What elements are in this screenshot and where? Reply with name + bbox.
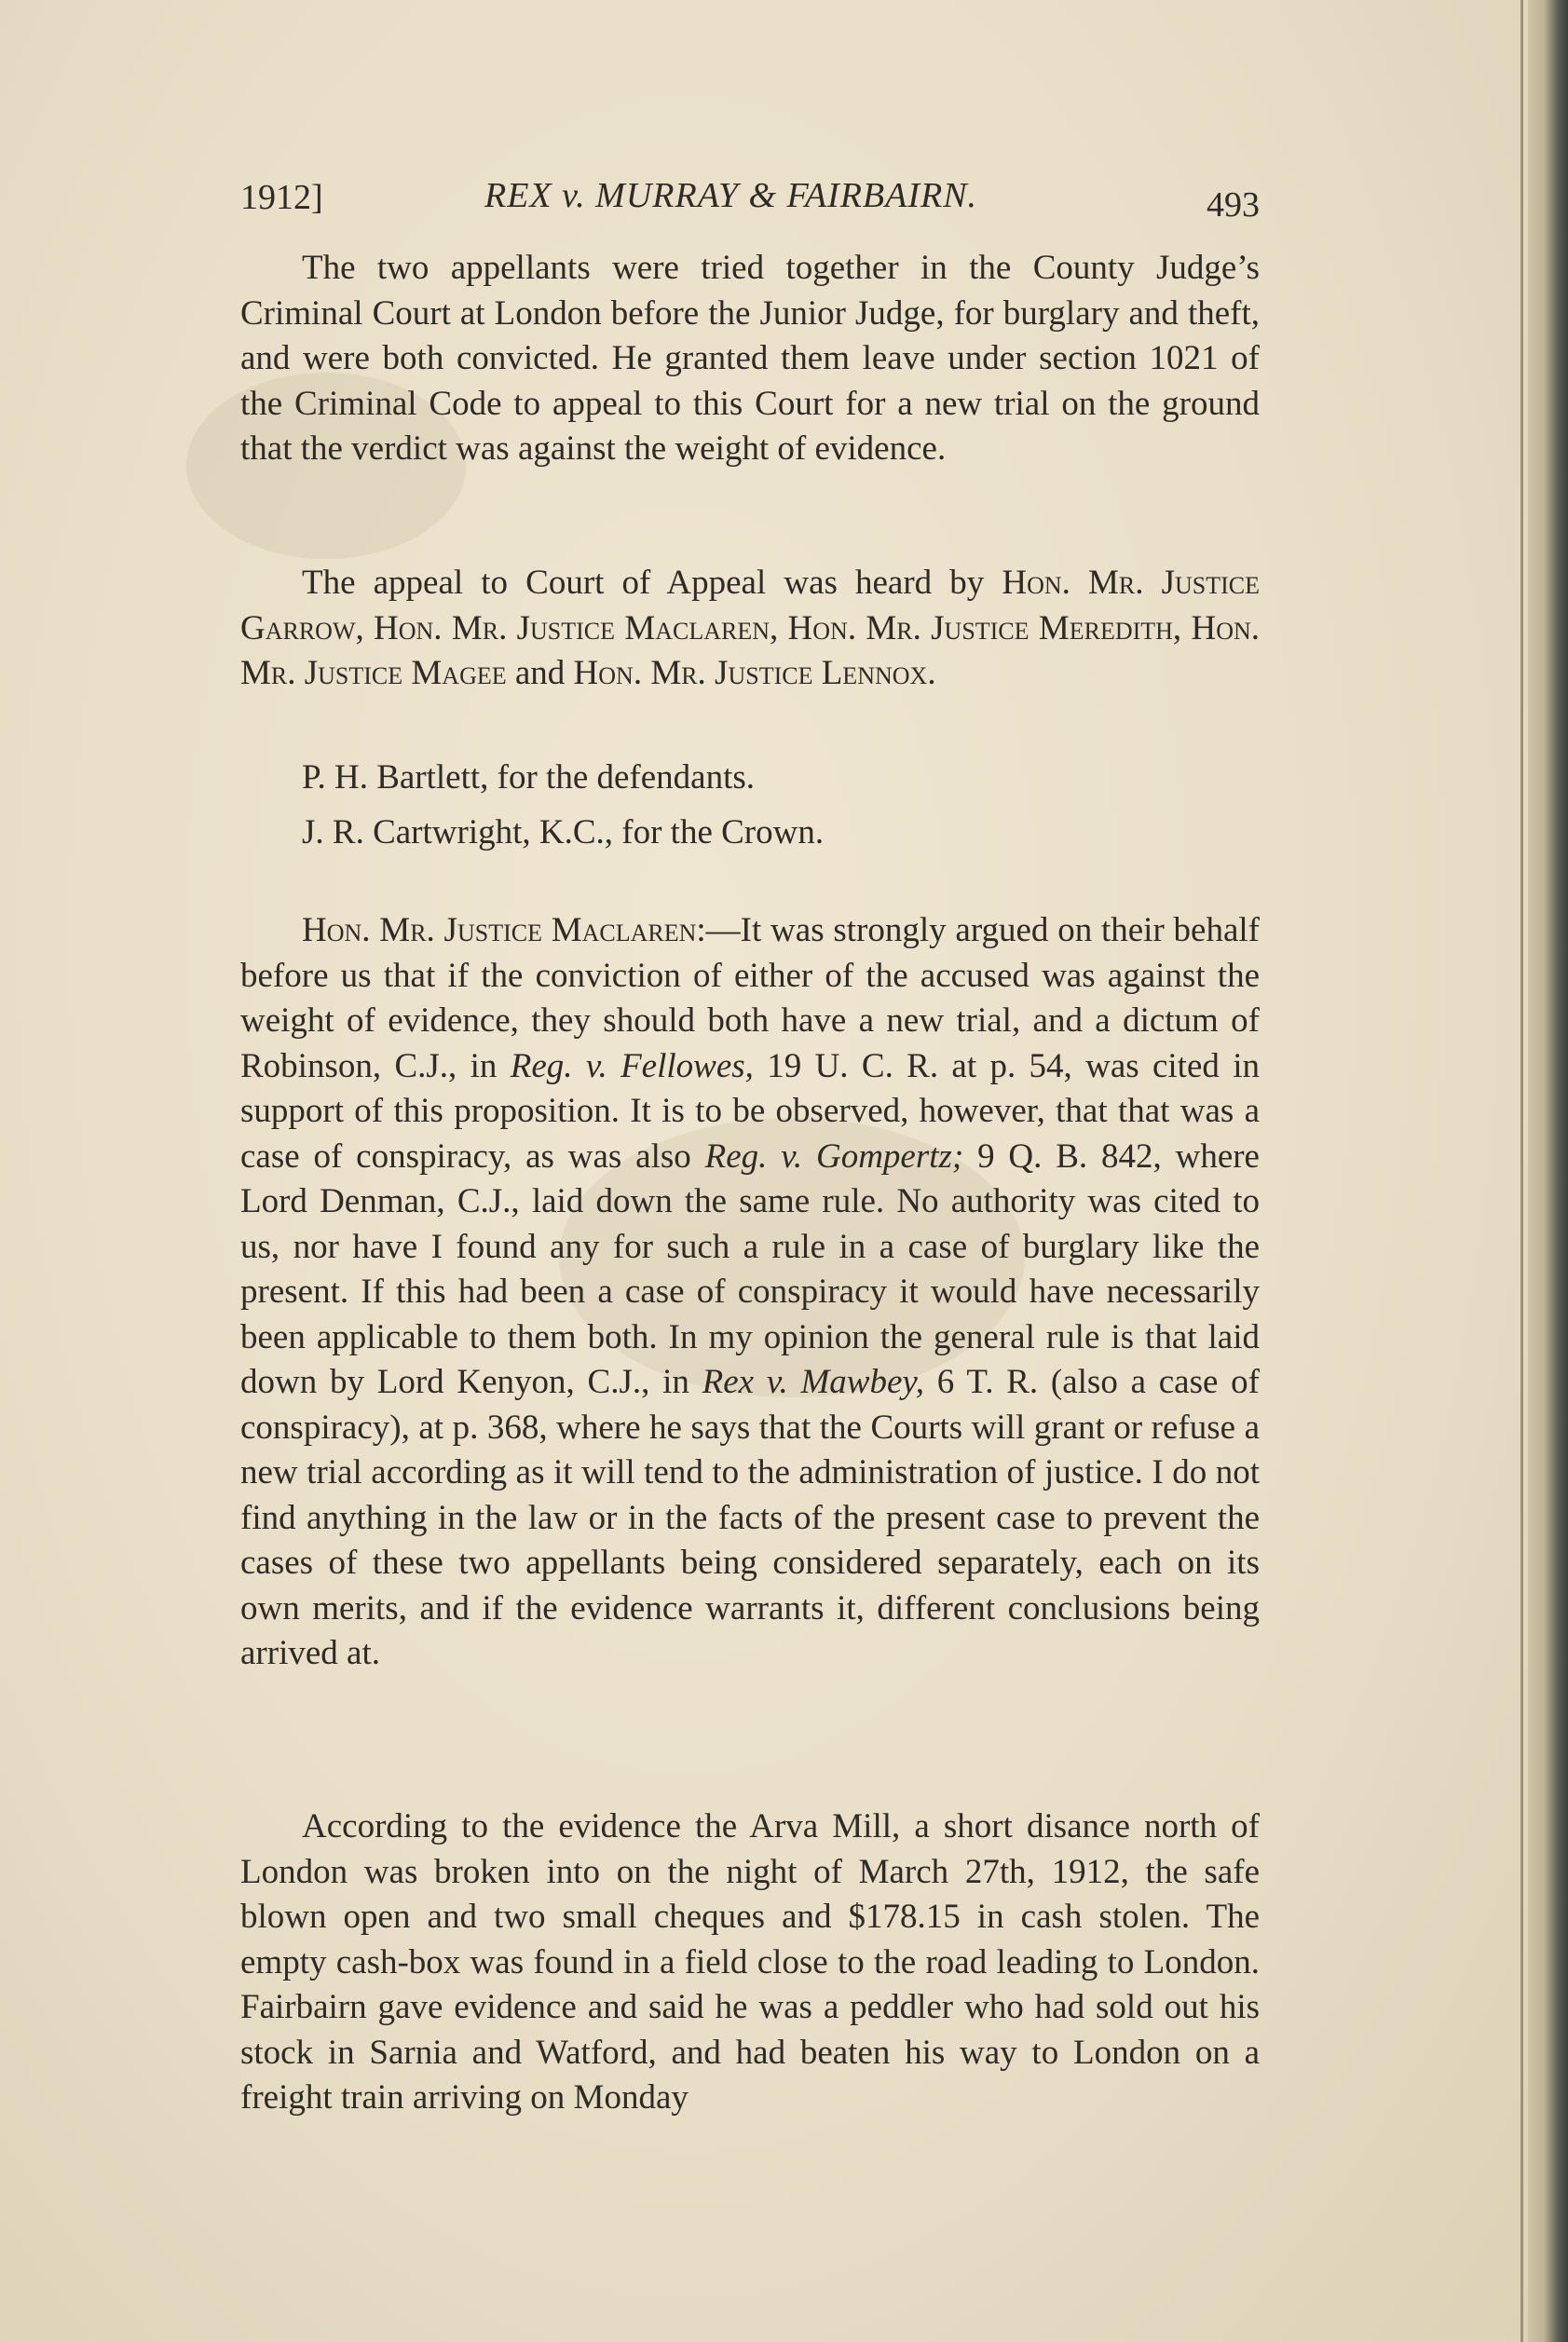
evidence-paragraph: According to the evidence the Arva Mill, a short disance north of London was broken into on the night of March 27th, 1912, the safe blown open and two small cheques and $178.15 in cash stolen. The empty cash-box was found in a field close to the road leading to London. Fairbairn gave evidence and said he was a peddler who had sold out his stock in Sarnia and Watford, and had beaten his way to London on a freight train arriving on Monday: [240, 1807, 1260, 2117]
page-number: 493: [1207, 185, 1260, 225]
header-title: REX v. MURRAY & FAIRBAIRN.: [484, 176, 978, 215]
intro-paragraph-block: [240, 246, 1260, 472]
judgment-text: 19 U. C. R. at p. 54, was cited in support of this proposition. It is to be observed, however, that that was a case of conspiracy, as was also: [240, 1046, 1260, 1176]
case-citation: Reg. v. Fellowes,: [510, 1046, 754, 1085]
case-citation: Rex v. Mawbey,: [702, 1363, 925, 1401]
bench-judges: Hon. Mr. Justice Garrow, Hon. Mr. Justice Maclaren, Hon. Mr. Justice Meredith, Hon. Mr. Justice Magee: [240, 564, 1260, 692]
judgment-text: :—It was strongly argued on their behalf before us that if the conviction of either of the accused was against the weight of evidence, they should both have a new trial, and a dictum of Robinson, C.J., in: [240, 911, 1260, 1085]
header-year: 1912]: [240, 178, 323, 217]
judgment-block: [240, 908, 1260, 1677]
counsel-crown: J. R. Cartwright, K.C., for the Crown.: [302, 813, 825, 851]
bench-last-judge: Hon. Mr. Justice Lennox: [573, 654, 928, 692]
judgment-text: 9 Q. B. 842, where Lord Denman, C.J., laid down the same rule. No authority was cited to us, nor have I found any for such a rule in a case of burglary like the present. If this had been a case of conspiracy it would have necessarily been applicable to them both. In my opinion the general rule is that laid down by Lord Kenyon, C.J., in: [240, 1137, 1260, 1401]
bench-joiner: and: [506, 654, 574, 692]
evidence-block: [240, 1804, 1260, 2121]
bench-end: .: [927, 654, 936, 692]
bench-paragraph: [240, 561, 1260, 697]
bench-lead: The appeal to Court of Appeal was heard by: [302, 564, 1002, 602]
page-edge-line: [1520, 0, 1523, 2342]
bench-paragraph-block: [240, 561, 1260, 697]
judge-name: Hon. Mr. Justice Maclaren: [302, 911, 697, 949]
book-cover-edge: [1528, 0, 1568, 2342]
intro-paragraph: The two appellants were tried together in the County Judge’s Criminal Court at London before the Junior Judge, for burglary and theft, and were both convicted. He granted them leave under section 1021 of the Criminal Code to appeal to this Court for a new trial on the ground that the verdict was against the weight of evidence.: [240, 249, 1260, 468]
running-header: [240, 175, 1260, 227]
counsel-defendants: P. H. Bartlett, for the defendants.: [302, 758, 756, 797]
case-citation: Reg. v. Gompertz;: [704, 1137, 964, 1176]
judgment-paragraph: [240, 908, 1260, 1677]
judgment-text: 6 T. R. (also a case of conspiracy), at p. 368, where he says that the Courts will grant or refuse a new trial according as it will tend to the administration of justice. I do not find anything in the law or in the facts of the present case to prevent the cases of these two appellants being considered separately, each on its own merits, and if the evidence warrants it, different conclusions being arrived at.: [240, 1363, 1260, 1672]
